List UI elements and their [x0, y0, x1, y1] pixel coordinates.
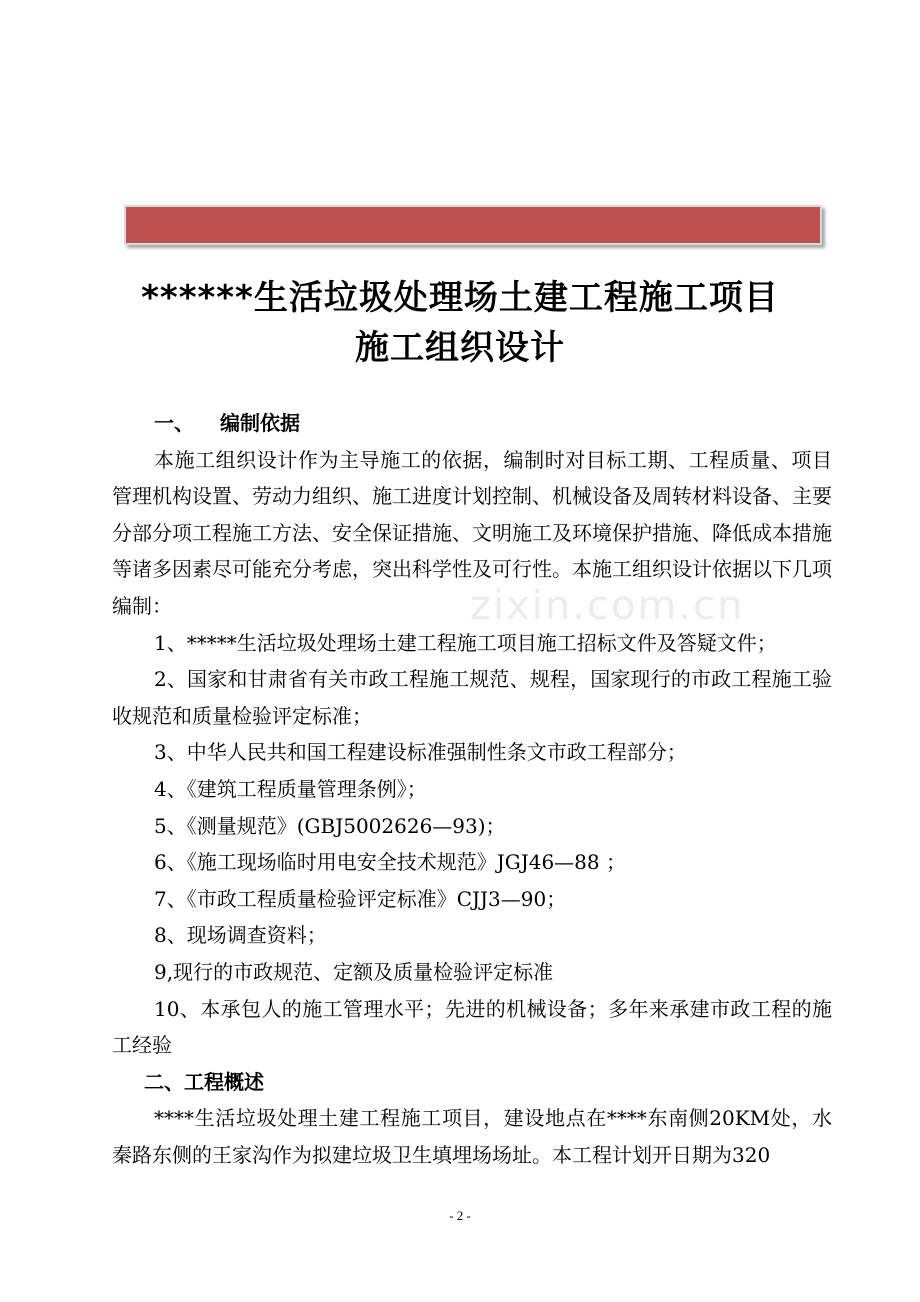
- watermark: zixin.com.cn: [470, 583, 745, 629]
- section1-number: 一、: [154, 411, 194, 435]
- list-item: 8、现场调查资料；: [154, 923, 327, 948]
- document-subtitle: 施工组织设计: [355, 328, 565, 368]
- list-item: 1、*****生活垃圾处理场土建工程施工项目施工招标文件及答疑文件；: [154, 630, 777, 655]
- section1-heading: [112, 405, 832, 442]
- list-item: 6、《施工现场临时用电安全技术规范》JGJ46—88 ；: [154, 850, 626, 875]
- section1-title: 编制依据: [220, 411, 300, 435]
- document-title: ******生活垃圾处理场土建工程施工项目: [141, 278, 779, 318]
- section1-intro: 本施工组织设计作为主导施工的依据，编制时对目标工期、工程质量、项目管理机构设置、劳动力组织、施工进度计划控制、机械设备及周转材料设备、主要分部分项工程施工方法、安全保证措施、文明施工及环境保护措施、降低成本措施等诸多因素尽可能充分考虑，突出科学性及可行性。本施工组织设计依据以下几项编制：: [112, 447, 832, 618]
- list-item: 7、《市政工程质量检验评定标准》CJJ3—90；: [154, 886, 567, 911]
- list-item: 2、国家和甘肃省有关市政工程施工规范、规程，国家现行的市政工程施工验收规范和质量检验评定标准；: [112, 667, 832, 728]
- list-item: 9,现行的市政规范、定额及质量检验评定标准: [154, 959, 554, 984]
- list-item: 4、《建筑工程质量管理条例》；: [154, 776, 427, 801]
- list-item: 3、中华人民共和国工程建设标准强制性条文市政工程部分；: [154, 740, 687, 765]
- decorative-banner: [124, 205, 822, 245]
- page-number: - 2 -: [449, 1208, 471, 1223]
- section-basis: [112, 405, 832, 1173]
- section2-heading: 二、工程概述: [144, 1069, 264, 1094]
- list-item: 5、《测量规范》(GBJ5002626—93)；: [154, 813, 506, 838]
- list-item: 10、本承包人的施工管理水平；先进的机械设备；多年来承建市政工程的施工经验: [112, 996, 832, 1058]
- section2-body: ****生活垃圾处理土建工程施工项目，建设地点在****东南侧20KM处，水秦路东侧的王家沟作为拟建垃圾卫生填埋场场址。本工程计划开日期为320: [112, 1106, 832, 1167]
